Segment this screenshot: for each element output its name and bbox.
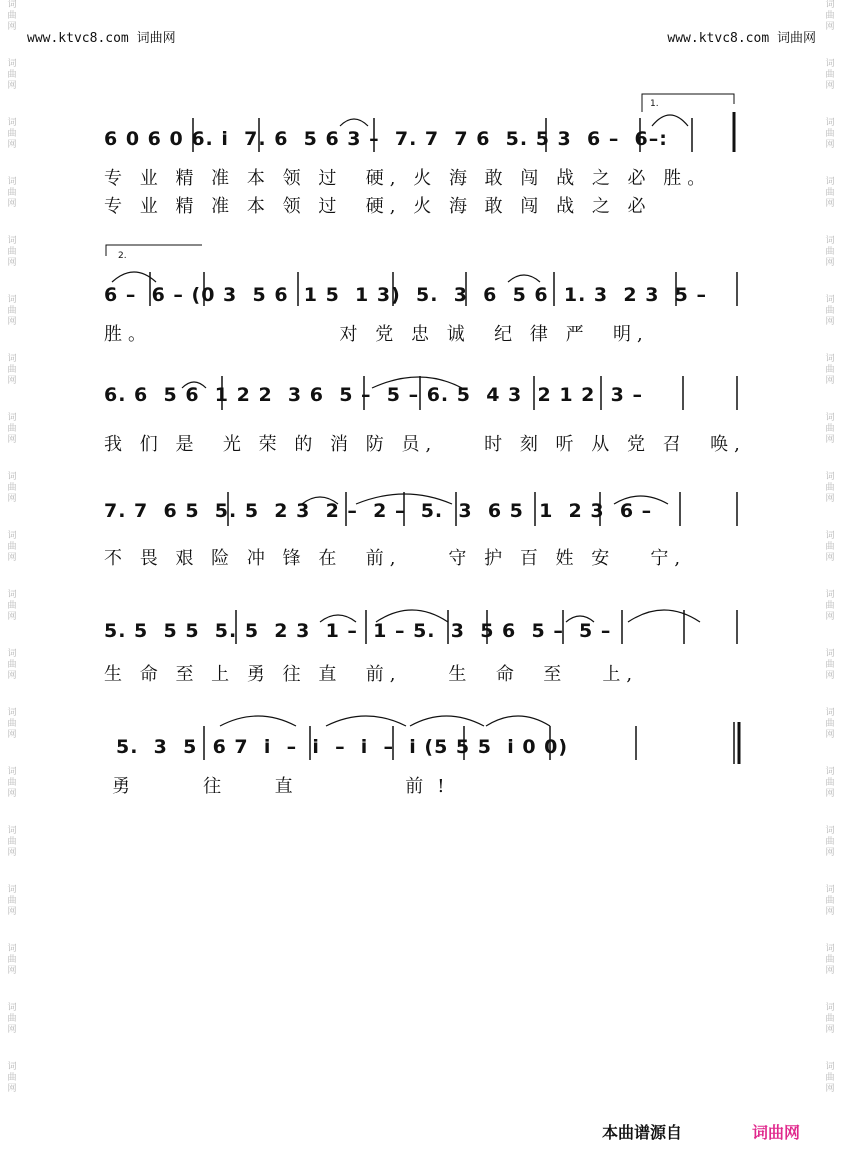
notation-row: 5. 3 5 6 7 i – i – i – i (5 5 5 i 0 0) [116,736,569,758]
watermark-text: 词 曲 网 [825,472,835,504]
header-site-name: 词曲网 [776,31,816,46]
header-url[interactable]: www.ktvc8.com [27,31,129,46]
watermark-text: 词 曲 网 [825,767,835,799]
lyric-row: 勇 往 直 前! [112,776,459,797]
watermark-text: 词 曲 网 [7,295,17,327]
watermark-text: 词 曲 网 [7,118,17,150]
watermark-text: 词 曲 网 [7,236,17,268]
watermark-text: 词 曲 网 [825,118,835,150]
watermark-text: 词 曲 网 [825,59,835,91]
lyric-row: 不 畏 艰 险 冲 锋 在 前, 守 护 百 姓 安 宁, [104,548,687,569]
watermark-text: 词 曲 网 [7,708,17,740]
watermark-text: 词 曲 网 [825,826,835,858]
lyric-row-verse-1: 专 业 精 准 本 领 过 硬, 火 海 敢 闯 战 之 必 胜。 [104,168,712,189]
watermark-text: 词 曲 网 [7,885,17,917]
watermark-text: 词 曲 网 [825,177,835,209]
watermark-text: 词 曲 网 [825,354,835,386]
notation-row: 7. 7 6 5 5. 5 2 3 2 – 2 – 5. 3 6 5 1 2 3 6 – [104,500,653,522]
watermark-text: 词 曲 网 [825,413,835,445]
notation-row: 5. 5 5 5 5. 5 2 3 1 – 1 – 5. 3 5 6 5 – 5 – [104,620,612,642]
header-right [667,27,816,46]
watermark-text: 词 曲 网 [825,1062,835,1094]
volta-second-label: 2. [118,251,127,261]
watermark-text: 词 曲 网 [7,944,17,976]
watermark-text: 词 曲 网 [825,649,835,681]
score-line-2 [0,284,842,344]
watermark-text: 词 曲 网 [7,354,17,386]
header-site-name: 词曲网 [136,31,176,46]
lyric-row-verse-2: 专 业 精 准 本 领 过 硬, 火 海 敢 闯 战 之 必 [104,196,652,217]
watermark-text: 词 曲 网 [825,1003,835,1035]
header-left [27,27,176,46]
watermark-text: 词 曲 网 [7,1062,17,1094]
footer-source-label: 本曲谱源自 [602,1123,683,1142]
watermark-text: 词 曲 网 [825,944,835,976]
watermark-text: 词 曲 网 [7,177,17,209]
watermark-text: 词 曲 网 [7,590,17,622]
footer-brand-logo[interactable]: 词曲网 [752,1123,801,1142]
watermark-text: 词 曲 网 [7,59,17,91]
watermark-text: 词 曲 网 [825,531,835,563]
watermark-text: 词 曲 网 [825,590,835,622]
header-url[interactable]: www.ktvc8.com [667,31,770,46]
score-line-3 [0,384,842,455]
notation-row: 6 – 6 – (0 3 5 6 1 5 1 3) 5. 3 6 5 6 1. 3 2 3 5 – [104,284,707,306]
watermark-text: 词 曲 网 [7,826,17,858]
volta-first-label: 1. [650,99,659,109]
watermark-text: 词 曲 网 [7,531,17,563]
watermark-text: 词 曲 网 [825,0,835,32]
watermark-text: 词 曲 网 [7,413,17,445]
watermark-text: 词 曲 网 [825,295,835,327]
notation-row: 6 0 6 0 6. i 7. 6 5 6 3 – 7. 7 7 6 5. 5 3 6 – 6–: [104,128,668,150]
watermark-text: 词 曲 网 [825,885,835,917]
lyric-row: 我 们 是 光 荣 的 消 防 员, 时 刻 听 从 党 召 唤, [104,434,746,455]
lyric-row: 胜。 对 党 忠 诚 纪 律 严 明, [104,324,649,345]
score-line-6 [0,736,842,796]
lyric-row: 生 命 至 上 勇 往 直 前, 生 命 至 上, [104,664,639,685]
watermark-text: 词 曲 网 [7,649,17,681]
notation-row: 6. 6 5 6 1 2 2 3 6 5 – 5 – 6. 5 4 3 2 1 2 3 – [104,384,643,406]
watermark-text: 词 曲 网 [7,767,17,799]
watermark-text: 词 曲 网 [7,1003,17,1035]
score-line-5 [0,620,842,685]
watermark-text: 词 曲 网 [825,236,835,268]
watermark-text: 词 曲 网 [825,708,835,740]
watermark-text: 词 曲 网 [7,472,17,504]
score-line-4 [0,500,842,569]
watermark-text: 词 曲 网 [7,0,17,32]
